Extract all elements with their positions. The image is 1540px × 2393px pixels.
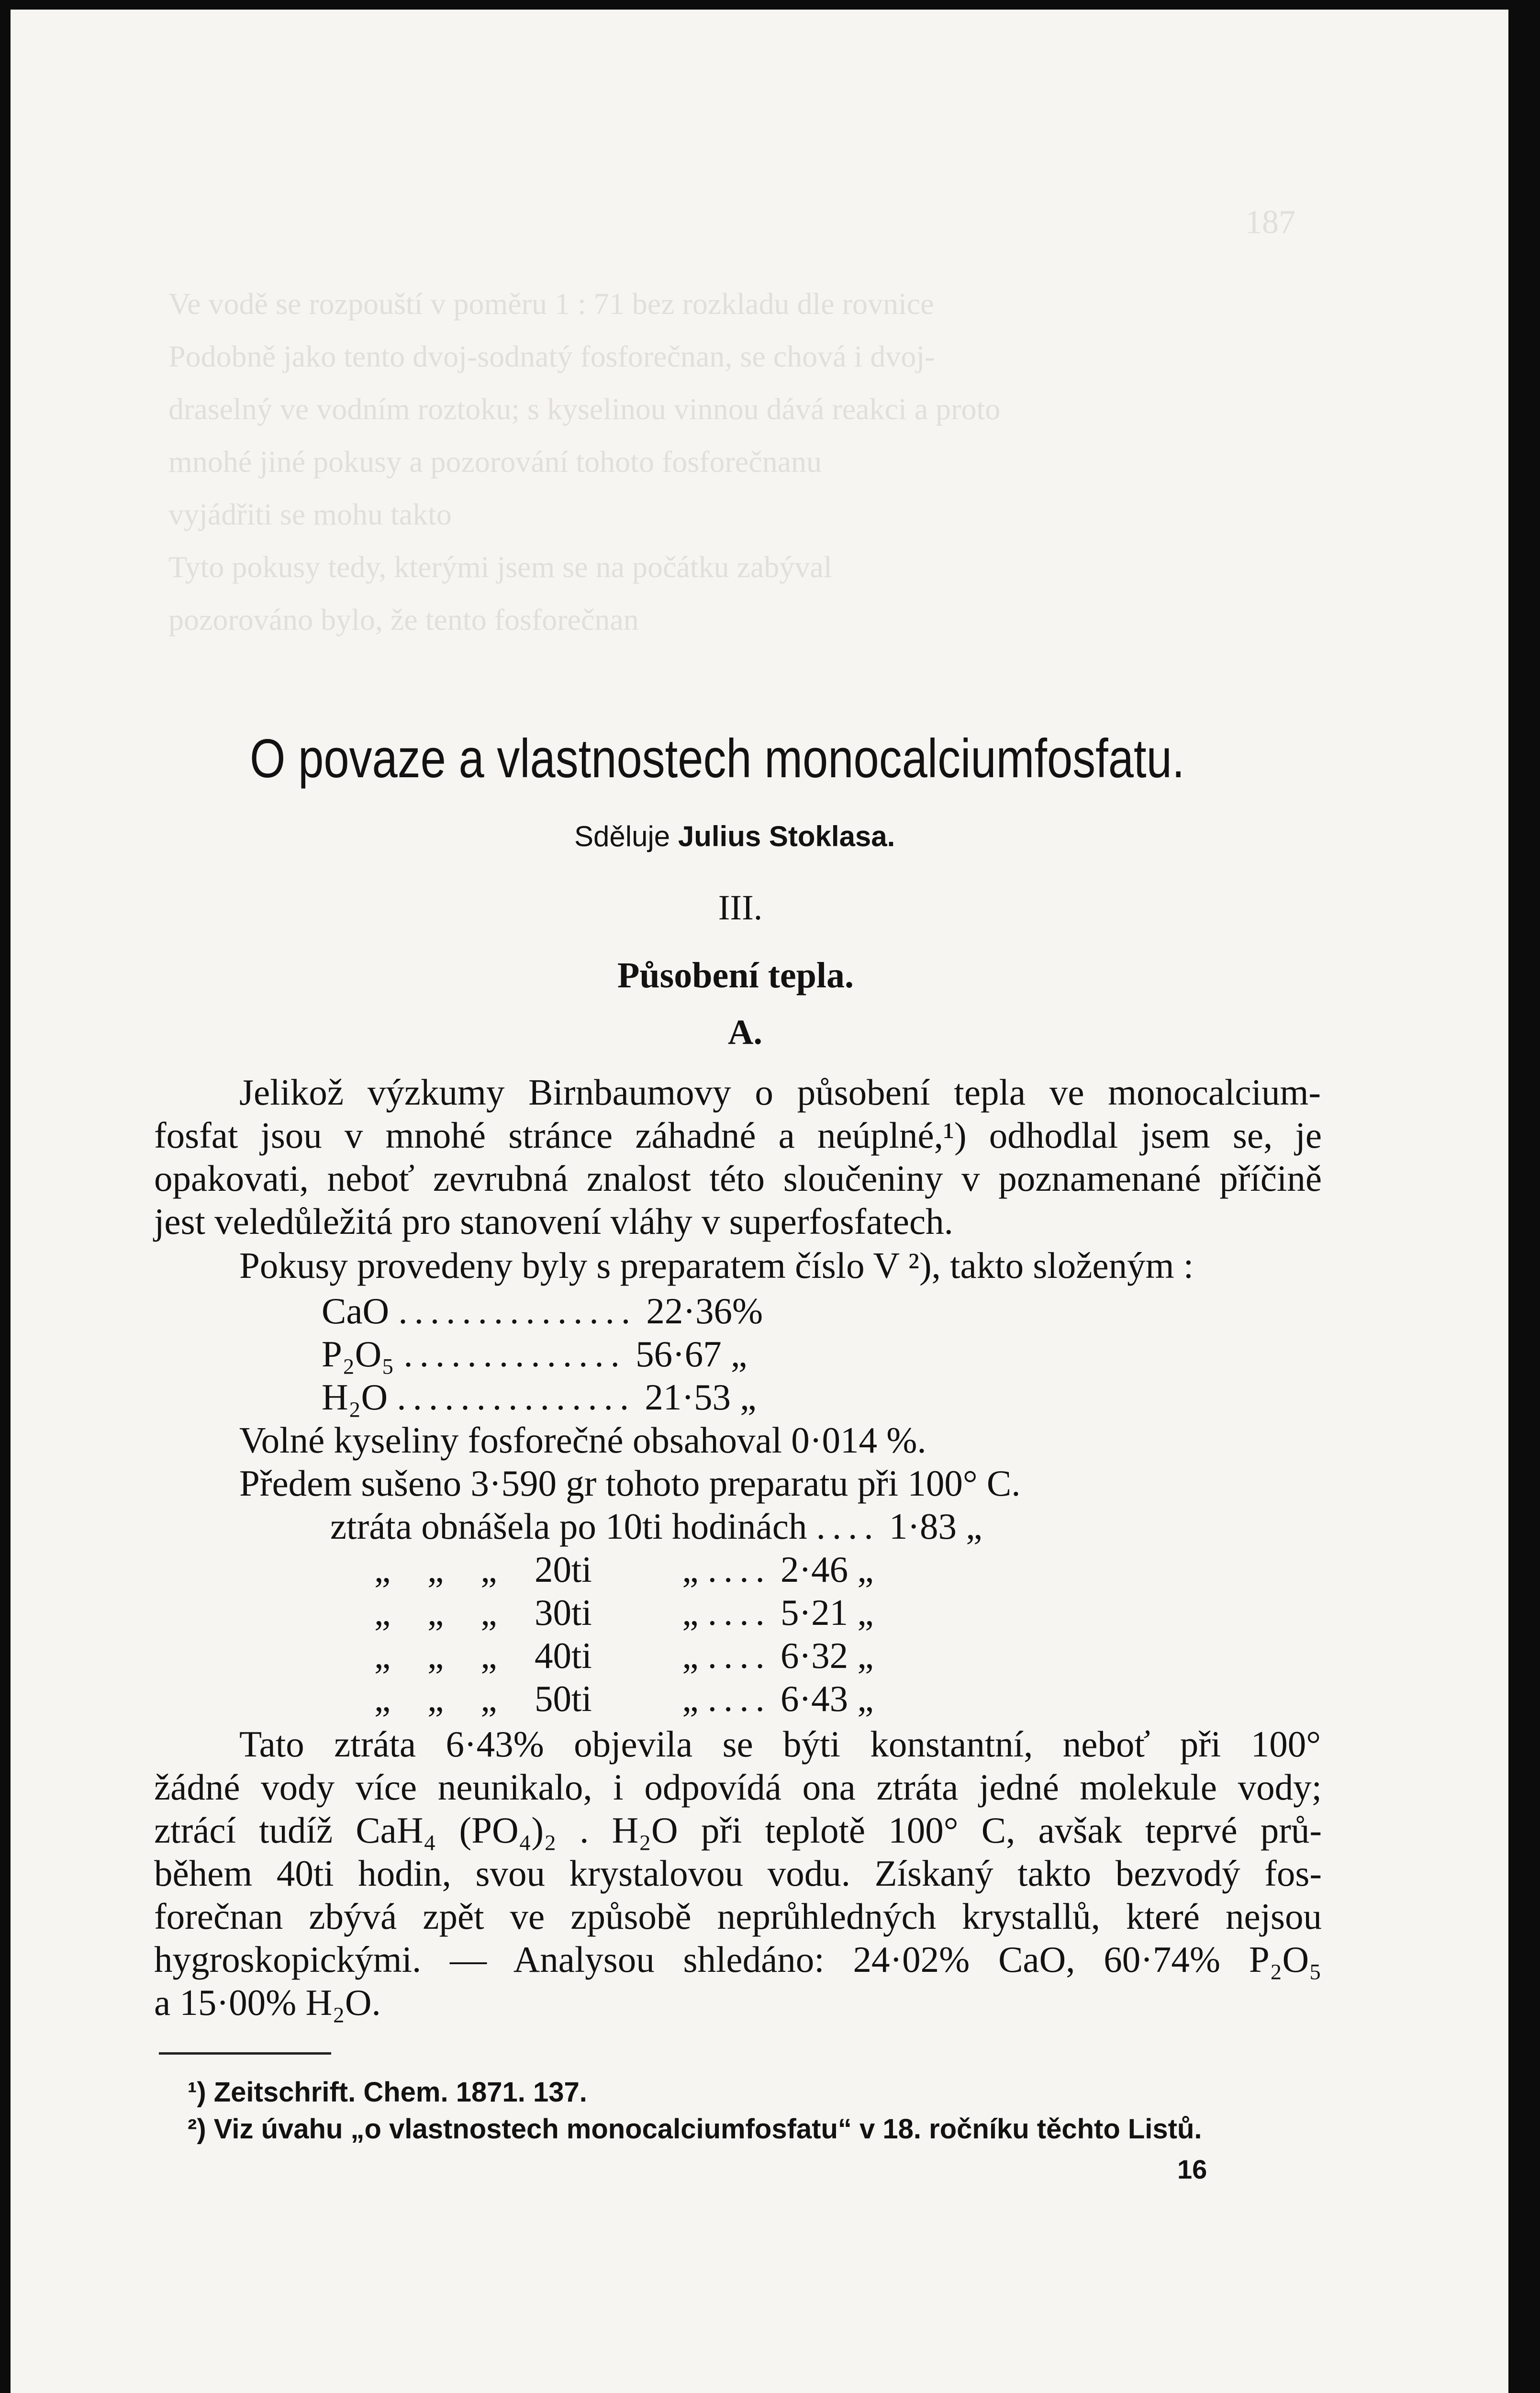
author-prefix: Sděluje xyxy=(574,820,670,852)
body-line: fosfat jsou v mnohé stránce záhadné a neúplné,¹) odhodlal jsem se, je xyxy=(154,1115,1322,1156)
loss-value: 6·43 „ xyxy=(781,1678,874,1719)
author-line xyxy=(574,820,895,853)
body-line: hygroskopickými. — Analysou shledáno: 24·02% CaO, 60·74% P₂O₅ xyxy=(154,1939,1322,1980)
loss-label: „ „ „ xyxy=(374,1635,497,1676)
footnote-divider xyxy=(159,2052,331,2055)
part-number: III. xyxy=(718,888,763,928)
compound-value: 56·67 „ xyxy=(636,1333,748,1375)
footnote: ¹) Zeitschrift. Chem. 1871. 137. xyxy=(188,2077,587,2108)
loss-value: 1·83 „ xyxy=(889,1506,982,1547)
loss-row: „ „ „ 30ti „ .... 5·21 „ xyxy=(374,1592,874,1633)
body-line: a 15·00% H₂O. xyxy=(154,1982,381,2023)
composition-row: CaO ............... 22·36% xyxy=(322,1290,763,1331)
loss-unit: „ xyxy=(682,1592,699,1633)
loss-hours: 30ti xyxy=(535,1592,592,1633)
body-line: jest veledůležitá pro stanovení vláhy v superfosfatech. xyxy=(154,1201,953,1242)
scanned-page xyxy=(11,10,1508,2393)
bleed-through-line: vyjádřiti se mohu takto xyxy=(168,497,452,531)
loss-hours: 10ti xyxy=(605,1506,663,1547)
loss-label: „ „ „ xyxy=(374,1592,497,1633)
composition-row: H₂O ............... 21·53 „ xyxy=(322,1376,757,1418)
loss-value: 6·32 „ xyxy=(781,1635,874,1676)
loss-hours: 50ti xyxy=(535,1678,592,1719)
body-line: Předem sušeno 3·590 gr tohoto preparatu při 100° C. xyxy=(239,1463,1021,1504)
loss-label: „ „ „ xyxy=(374,1549,497,1590)
loss-unit: „ xyxy=(682,1678,699,1719)
composition-row: P₂O₅ .............. 56·67 „ xyxy=(322,1333,748,1375)
body-line: Tato ztráta 6·43% objevila se býti konstantní, neboť při 100° xyxy=(239,1723,1321,1765)
compound-value: 21·53 „ xyxy=(645,1376,757,1418)
subsection-heading: A. xyxy=(728,1013,762,1052)
compound-name: CaO xyxy=(322,1290,390,1331)
bleed-through-line: Ve vodě se rozpouští v poměru 1 : 71 bez rozkladu dle rovnice xyxy=(168,287,934,321)
body-line: opakovati, neboť zevrubná znalost této sloučeniny v poznamenané příčině xyxy=(154,1158,1322,1199)
bleed-through-text xyxy=(168,204,1341,646)
body-line: Pokusy provedeny byly s preparatem číslo V ²), takto složeným : xyxy=(239,1245,1194,1286)
loss-row: „ „ „ 40ti „ .... 6·32 „ xyxy=(374,1635,874,1676)
compound-value: 22·36% xyxy=(646,1290,763,1331)
loss-row: ztráta obnášela po 10ti hodinách .... 1·83 „ xyxy=(330,1506,982,1547)
body-line: během 40ti hodin, svou krystalovou vodu. Získaný takto bezvodý fos- xyxy=(154,1853,1322,1894)
section-heading: Působení tepla. xyxy=(617,955,854,995)
bleed-through-line: Tyto pokusy tedy, kterými jsem se na počátku zabýval xyxy=(168,550,832,584)
loss-row: „ „ „ 20ti „ .... 2·46 „ xyxy=(374,1549,874,1590)
article-title: O povaze a vlastnostech monocalciumfosfatu. xyxy=(250,728,1185,789)
body-line: forečnan zbývá zpět ve způsobě neprůhledných krystallů, které nejsou xyxy=(154,1896,1322,1937)
compound-name: H₂O xyxy=(322,1376,388,1418)
body-line: žádné vody více neunikalo, i odpovídá ona ztráta jedné molekule vody; xyxy=(154,1767,1322,1808)
loss-value: 5·21 „ xyxy=(781,1592,874,1633)
compound-name: P₂O₅ xyxy=(322,1333,395,1375)
loss-hours: 20ti xyxy=(535,1549,592,1590)
bleed-through-page-number: 187 xyxy=(1245,204,1295,241)
loss-label: „ „ „ xyxy=(374,1678,497,1719)
bleed-through-line: draselný ve vodním roztoku; s kyselinou vinnou dává reakci a proto xyxy=(168,392,1001,426)
author-name: Julius Stoklasa. xyxy=(678,820,895,852)
loss-label: ztráta obnášela po xyxy=(330,1506,596,1547)
footnote: ²) Viz úvahu „o vlastnostech monocalciumfosfatu“ v 18. ročníku těchto Listů. xyxy=(188,2113,1202,2145)
loss-value: 2·46 „ xyxy=(781,1549,874,1590)
loss-unit: „ xyxy=(682,1635,699,1676)
loss-row: „ „ „ 50ti „ .... 6·43 „ xyxy=(374,1678,874,1719)
bleed-through-line: Podobně jako tento dvoj-sodnatý fosforečnan, se chová i dvoj- xyxy=(168,339,935,373)
bleed-through-line: mnohé jiné pokusy a pozorování tohoto fosforečnanu xyxy=(168,445,822,479)
page-number: 16 xyxy=(1177,2154,1207,2184)
bleed-through-line: pozorováno bylo, že tento fosforečnan xyxy=(168,603,639,637)
loss-hours: 40ti xyxy=(535,1635,592,1676)
loss-unit: „ xyxy=(682,1549,699,1590)
loss-unit: hodinách xyxy=(672,1506,807,1547)
body-line: Volné kyseliny fosforečné obsahoval 0·014 %. xyxy=(239,1420,926,1461)
body-line: ztrácí tudíž CaH₄ (PO₄)₂ . H₂O při teplotě 100° C, avšak teprvé prů- xyxy=(154,1810,1322,1851)
body-line: Jelikož výzkumy Birnbaumovy o působení tepla ve monocalcium- xyxy=(239,1072,1321,1113)
